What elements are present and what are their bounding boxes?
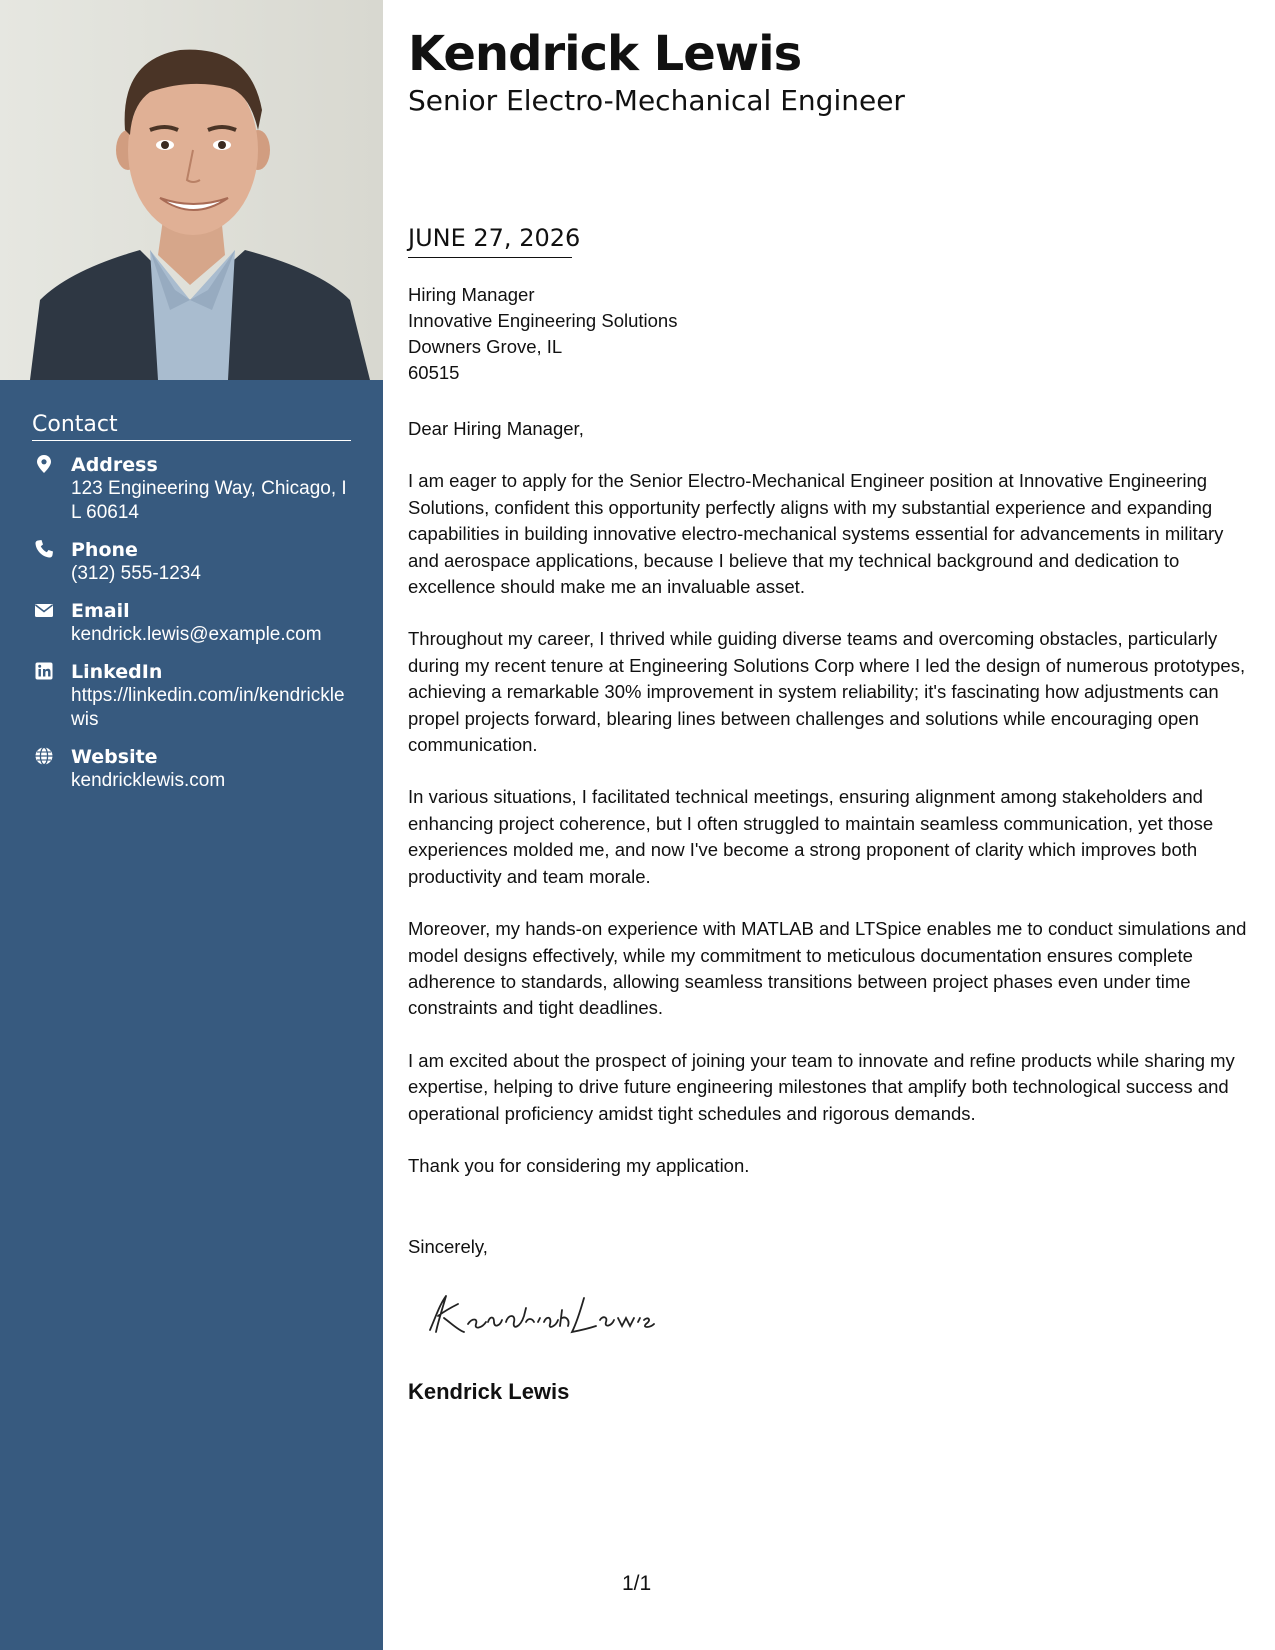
contact-section <box>32 412 351 793</box>
map-pin-icon <box>34 454 54 474</box>
contact-label: Email <box>71 600 130 622</box>
paragraph: I am eager to apply for the Senior Electro-Mechanical Engineer position at Innovative Engineering Solutions, confident this opportunity perfectly aligns with my substantial experience and expanding capabilities in building innovative electro-mechanical systems essential for advancements in military and aerospace applications, because I believe that my technical background and dedication to excellence should make me an invaluable asset. <box>408 470 1224 598</box>
contact-label: Address <box>71 454 158 476</box>
contact-heading: Contact <box>32 412 351 441</box>
contact-value: 123 Engineering Way, Chicago, IL 60614 <box>71 478 347 523</box>
paragraph: Moreover, my hands-on experience with MATLAB and LTSpice enables me to conduct simulations and model designs effectively, while my commitment to meticulous documentation ensures complete adherence to standards, allowing seamless transitions between project phases even under time constraints and tight deadlines. <box>408 918 1247 1019</box>
sidebar <box>0 0 383 1650</box>
globe-icon <box>34 746 54 766</box>
signer-name: Kendrick Lewis <box>408 1379 570 1404</box>
phone-icon <box>34 539 54 559</box>
linkedin-icon <box>34 661 54 681</box>
paragraph: In various situations, I facilitated technical meetings, ensuring alignment among stakeholders and enhancing project coherence, but I often struggled to maintain seamless communication, yet those experiences molded me, and now I've become a strong proponent of clarity which improves both productivity and team morale. <box>408 786 1214 887</box>
recipient-block <box>408 282 677 386</box>
envelope-icon <box>34 600 54 620</box>
portrait-illustration <box>0 0 383 380</box>
contact-value[interactable]: kendrick.lewis@example.com <box>71 624 322 645</box>
contact-value[interactable]: https://linkedin.com/in/kendricklewis <box>71 685 345 730</box>
paragraph: Thank you for considering my application. <box>408 1154 750 1176</box>
applicant-title: Senior Electro-Mechanical Engineer <box>408 84 905 117</box>
page-number: 1/1 <box>622 1572 652 1595</box>
contact-label: LinkedIn <box>71 661 163 683</box>
letter-body <box>408 416 1250 1205</box>
contact-label: Phone <box>71 539 138 561</box>
contact-value: (312) 555-1234 <box>71 563 201 584</box>
profile-photo <box>0 0 383 380</box>
contact-website <box>32 745 351 793</box>
closing: Sincerely, <box>408 1236 488 1257</box>
recipient-company: Innovative Engineering Solutions <box>408 310 678 331</box>
applicant-name: Kendrick Lewis <box>408 26 802 82</box>
contact-email <box>32 599 351 647</box>
paragraph: I am excited about the prospect of joining your team to innovate and refine products while sharing my expertise, helping to drive future engineering milestones that amplify both technological success and operational proficiency amidst tight schedules and rigorous demands. <box>408 1049 1235 1124</box>
recipient-city: Downers Grove, IL <box>408 336 563 357</box>
recipient-title: Hiring Manager <box>408 284 535 305</box>
contact-linkedin <box>32 660 351 732</box>
contact-label: Website <box>71 746 158 768</box>
recipient-zip: 60515 <box>408 362 460 383</box>
signature-image <box>416 1286 656 1346</box>
contact-phone <box>32 538 351 586</box>
contact-address <box>32 453 351 525</box>
salutation: Dear Hiring Manager, <box>408 418 584 439</box>
letter-date: JUNE 27, 2026 <box>408 222 572 258</box>
contact-value[interactable]: kendricklewis.com <box>71 770 226 791</box>
paragraph: Throughout my career, I thrived while guiding diverse teams and overcoming obstacles, particularly during my recent tenure at Engineering Solutions Corp where I led the design of numerous prototypes, achieving a remarkable 30% improvement in system reliability; it's fascinating how adjustments can propel projects forward, blearing lines between challenges and solutions while encouraging open communication. <box>408 628 1246 756</box>
